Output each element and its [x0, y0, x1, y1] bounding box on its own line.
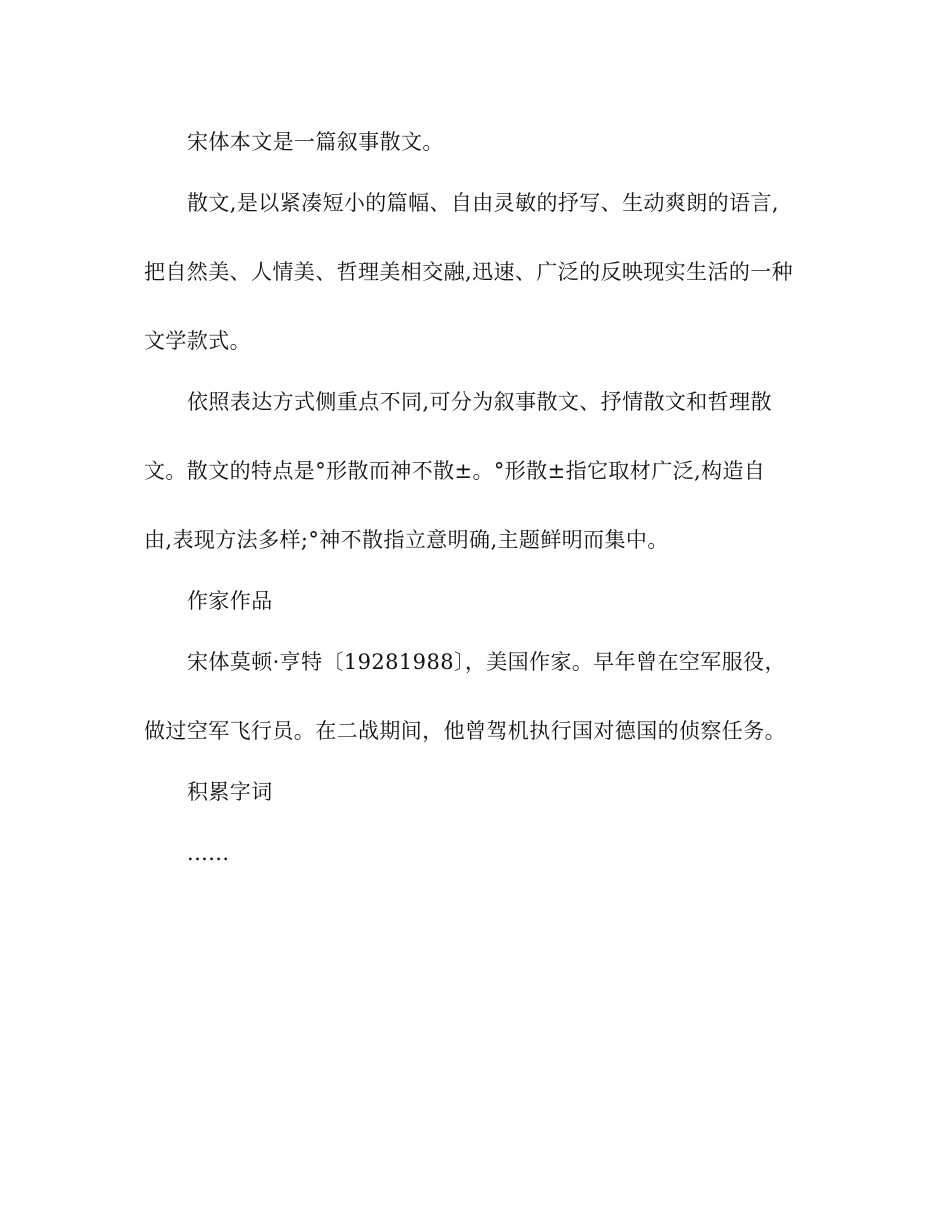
paragraph-line: 散文,是以紧凑短小的篇幅、自由灵敏的抒写、生动爽朗的语言, — [187, 191, 779, 215]
paragraph-intro — [144, 124, 808, 193]
paragraph-definition — [144, 185, 808, 392]
document-body — [144, 124, 808, 896]
paragraph-line: 文学款式。 — [144, 329, 251, 353]
paragraph-author-bio — [144, 644, 808, 782]
paragraph-classification — [144, 384, 808, 591]
paragraph-line: 文。散文的特点是°形散而神不散±。°形散±指它取材广泛,构造自 — [144, 459, 766, 483]
paragraph-line: 依照表达方式侧重点不同,可分为叙事散文、抒情散文和哲理散 — [187, 390, 772, 414]
section-heading: 作家作品 — [187, 589, 273, 613]
paragraph-line: 宋体莫顿·亨特〔19281988〕，美国作家。早年曾在空军服役， — [187, 650, 786, 674]
paragraph-line: 宋体本文是一篇叙事散文。 — [187, 130, 444, 154]
section-heading: 积累字词 — [187, 780, 273, 804]
paragraph-ellipsis — [144, 835, 808, 904]
ellipsis-text: ...... — [187, 841, 230, 865]
section-heading-author — [144, 583, 808, 652]
section-heading-vocab — [144, 774, 808, 843]
paragraph-line: 把自然美、人情美、哲理美相交融,迅速、广泛的反映现实生活的一种 — [144, 260, 794, 284]
paragraph-line: 由,表现方法多样;°神不散指立意明确,主题鲜明而集中。 — [144, 528, 669, 552]
paragraph-line: 做过空军飞行员。在二战期间，他曾驾机执行国对德国的侦察任务。 — [144, 719, 786, 743]
